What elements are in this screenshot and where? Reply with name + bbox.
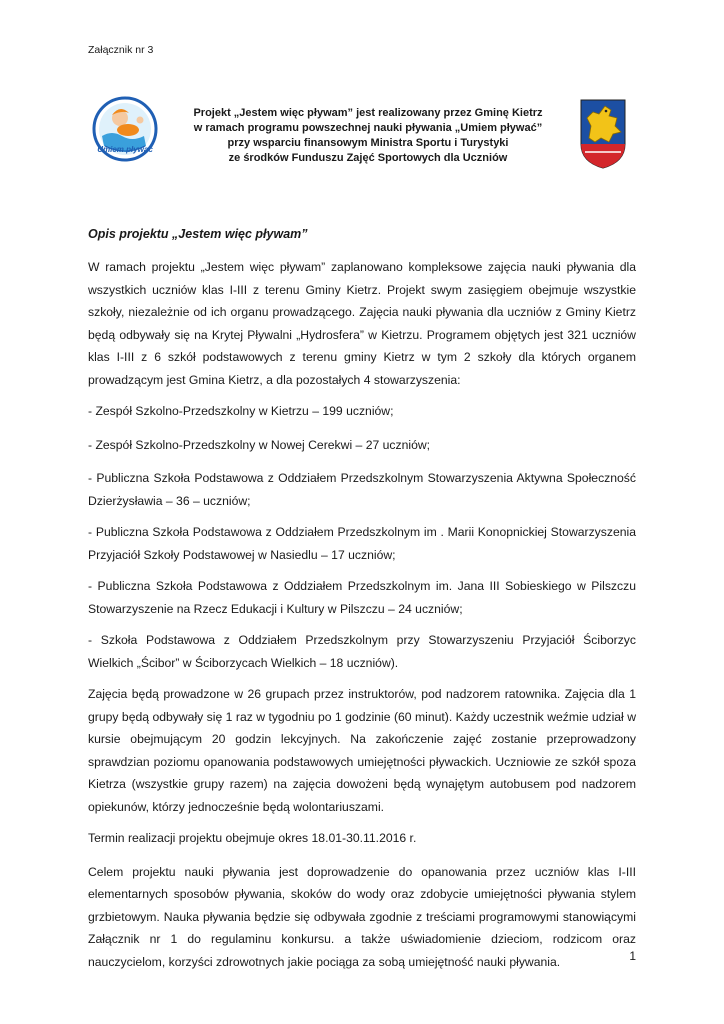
- school-list-item: - Zespół Szkolno-Przedszkolny w Nowej Cerekwi – 27 uczniów;: [88, 437, 431, 452]
- school-list-item: - Zespół Szkolno-Przedszkolny w Kietrzu – 199 uczniów;: [88, 404, 394, 418]
- document-title: Opis projektu „Jestem więc pływam”: [88, 227, 308, 241]
- paragraph: W ramach projektu „Jestem więc pływam” zaplanowano kompleksowe zajęcia nauki pływania dla wszystkich uczniów klas I-III z terenu Gminy Kietrz. Projekt swym zasięgiem obejmuje wszystkie szkoły, niezależnie od ich organu prowadzącego. Zajęcia nauki pływania dla uczniów z Gminy Kietrz będą odbywały się na Krytej Pływalni „Hydrosfera” w Kietrzu. Programem objętych jest 321 uczniów klas I-III z 6 szkół podstawowych z terenu gminy Kietrz w tym 2 szkoły dla których organem prowadzącym jest Gmina Kietrz, a dla pozostałych 4 stowarzyszenia:: [88, 260, 636, 387]
- school-list-item: - Szkoła Podstawowa z Oddziałem Przedszkolnym przy Stowarzyszeniu Przyjaciół Ściborzyc Wielkich „Ścibor” w Ściborzycach Wielkich – 18 uczniów).: [88, 633, 636, 670]
- school-list-item: - Publiczna Szkoła Podstawowa z Oddziałem Przedszkolnym Stowarzyszenia Aktywna Społeczność Dzierżysławia – 36 – uczniów;: [88, 471, 636, 508]
- page-number: 1: [629, 949, 636, 963]
- logo-left-text: Umiem pływać: [97, 145, 153, 154]
- kietrz-coat-of-arms: [579, 98, 627, 170]
- umiem-plywac-logo: [92, 96, 158, 162]
- paragraph: Termin realizacji projektu obejmuje okres 18.01-30.11.2016 r.: [88, 831, 417, 845]
- paragraph: Celem projektu nauki pływania jest doprowadzenie do opanowania przez uczniów klas I-III elementarnych sposobów pływania, skoków do wody oraz zdobycie umiejętności pływania stylem grzbietowym. Nauka pływania będzie się odbywała zgodnie z treściami programowymi stanowiącymi Załącznik nr 1 do regulaminu konkursu. a także uświadomienie dzieciom, rodzicom oraz nauczycielom, korzyści zdrowotnych jakie pociąga za sobą umiejętność nauki pływania.: [88, 864, 636, 969]
- attachment-label: Załącznik nr 3: [88, 44, 154, 56]
- project-header: [178, 106, 558, 166]
- header-line: ze środków Funduszu Zajęć Sportowych dla Uczniów: [228, 152, 508, 164]
- school-list-item: - Publiczna Szkoła Podstawowa z Oddziałem Przedszkolnym im. Jana III Sobieskiego w Pilszczu Stowarzyszenie na Rzecz Edukacji i Kultury w Pilszczu – 24 uczniów;: [88, 579, 636, 616]
- header-line: Projekt „Jestem więc pływam” jest realizowany przez Gminę Kietrz: [193, 107, 543, 119]
- header-line: w ramach programu powszechnej nauki pływania „Umiem pływać”: [193, 122, 543, 134]
- header-line: przy wsparciu finansowym Ministra Sportu i Turystyki: [227, 137, 509, 149]
- document-body: [88, 256, 636, 982]
- school-list-item: - Publiczna Szkoła Podstawowa z Oddziałem Przedszkolnym im . Marii Konopnickiej Stowarzyszenia Przyjaciół Szkoły Podstawowej w Nasiedlu – 17 uczniów;: [88, 525, 636, 562]
- paragraph: Zajęcia będą prowadzone w 26 grupach przez instruktorów, pod nadzorem ratownika. Zajęcia dla 1 grupy będą odbywały się 1 raz w tygodniu po 1 godzinie (60 minut). Każdy uczestnik weźmie udział w kursie obejmującym 20 godzin lekcyjnych. Na zakończenie zajęć zostanie przeprowadzony sprawdzian poziomu opanowania podstawowych umiejętności pływackich. Uczniowie ze szkół spoza Kietrza (wszystkie grupy razem) na zajęcia dowożeni będą wynajętym autobusem pod nadzorem opiekunów, którzy jednocześnie będą wolontariuszami.: [88, 687, 636, 814]
